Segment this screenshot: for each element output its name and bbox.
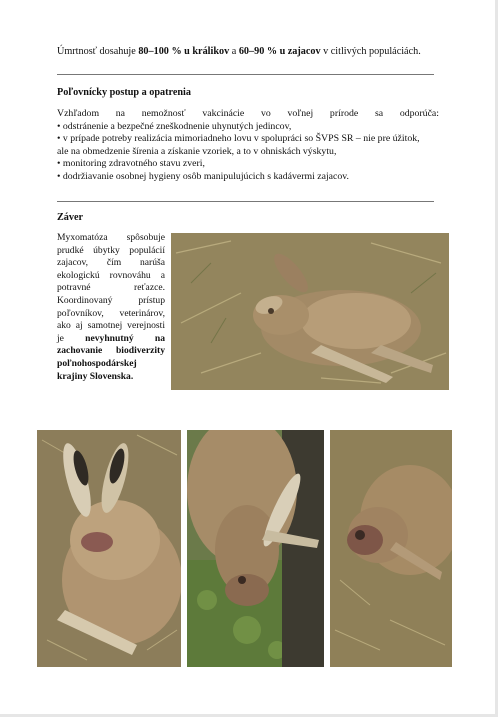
dead-hare-photo-large [171, 233, 449, 390]
mortality-rabbits: 80–100 % u králikov [138, 46, 230, 57]
hare-held-photo [187, 430, 324, 667]
conclusion-body: Myxomatóza spôsobuje prudké úbytky populácií zajacov, čím narúša ekologickú rovnováhu a potravné reťazce. Koordinovaný prístup poľovníkov, veterinárov, ako aj samotnej verejnosti je [57, 232, 165, 344]
hare-head-photo [330, 430, 452, 667]
hunters-item: • dodržiavanie osobnej hygieny osôb manipulujúcich s kadávermi zajacov. [57, 170, 349, 182]
hunters-item: • odstránenie a bezpečné zneškodnenie uhynutých jedincov, [57, 120, 292, 132]
hunters-list [57, 108, 439, 184]
divider [57, 201, 434, 202]
mortality-hares: 60–90 % u zajacov [238, 46, 321, 57]
conclusion-text [57, 232, 165, 383]
hunters-item: ale na obmedzenie šírenia a získanie vzoriek, a to v ohniskách výskytu, [57, 145, 337, 157]
hare-lesions-photo [37, 430, 181, 667]
mortality-mid: a [229, 46, 239, 57]
conclusion-heading: Záver [57, 212, 84, 223]
mortality-paragraph [57, 45, 447, 58]
hunters-heading: Poľovnícky postup a opatrenia [57, 87, 191, 98]
mortality-suffix: v citlivých populáciách. [320, 46, 421, 57]
mortality-prefix: Úmrtnosť dosahuje [57, 46, 139, 57]
hunters-item: • v prípade potreby realizácia mimoriadneho lovu v spolupráci so ŠVPS SR – nie pre úžitok, [57, 133, 420, 145]
hunters-item: • monitoring zdravotného stavu zveri, [57, 158, 205, 170]
divider [57, 74, 434, 75]
conclusion-emphasis: nevyhnutný na zachovanie biodiverzity poľnohospodárskej krajiny Slovenska. [57, 332, 165, 382]
hunters-intro: Vzhľadom na nemožnosť vakcinácie vo voľnej prírode sa odporúča: [57, 108, 439, 119]
